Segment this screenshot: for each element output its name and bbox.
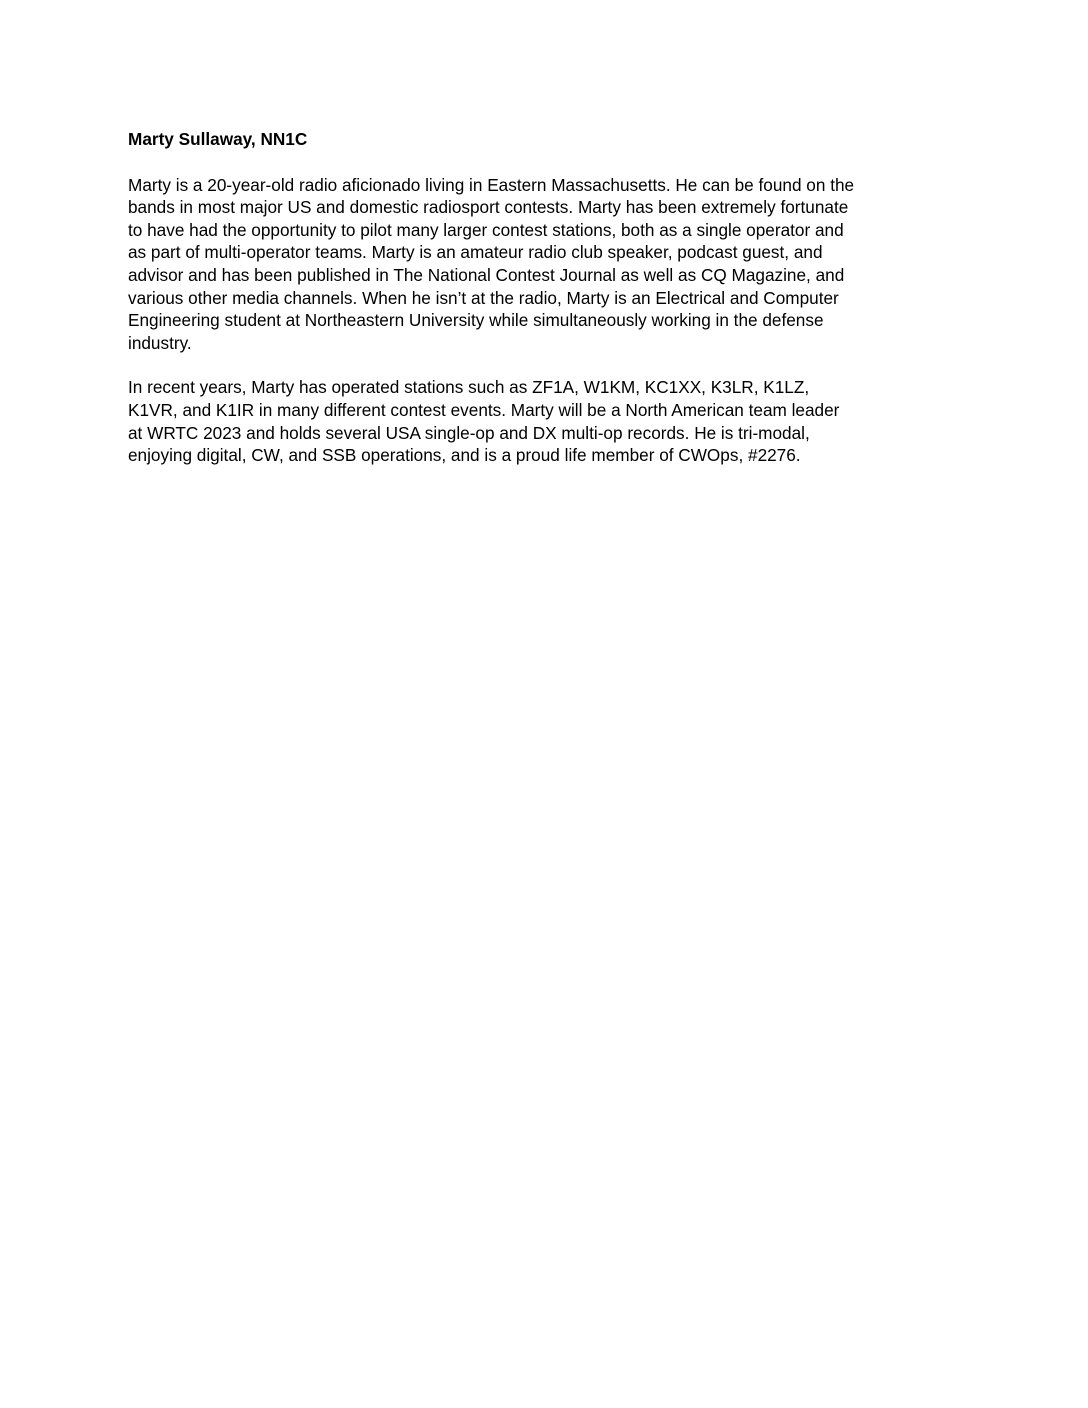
bio-heading: Marty Sullaway, NN1C (128, 129, 308, 149)
text-line: as part of multi-operator teams. Marty is an amateur radio club speaker, podcast guest, and (128, 242, 823, 263)
text-line: at WRTC 2023 and holds several USA single-op and DX multi-op records. He is tri-modal, (128, 422, 810, 443)
text-line: In recent years, Marty has operated stations such as ZF1A, W1KM, KC1XX, K3LR, K1LZ, (128, 377, 810, 398)
text-line: to have had the opportunity to pilot many larger contest stations, both as a single operator and (128, 219, 844, 240)
text-line: Marty is a 20-year-old radio aficionado living in Eastern Massachusetts. He can be found on the (128, 174, 855, 195)
text-line: Engineering student at Northeastern University while simultaneously working in the defense (128, 310, 824, 331)
text-line: industry. (128, 332, 192, 353)
text-line: bands in most major US and domestic radiosport contests. Marty has been extremely fortunate (128, 197, 849, 218)
text-line: enjoying digital, CW, and SSB operations, and is a proud life member of CWOps, #2276. (128, 445, 801, 466)
text-line: various other media channels. When he isn’t at the radio, Marty is an Electrical and Computer (128, 287, 839, 308)
bio-paragraph-2 (128, 376, 960, 466)
document-body (128, 128, 960, 489)
text-line: K1VR, and K1IR in many different contest events. Marty will be a North American team leader (128, 399, 840, 420)
bio-paragraph-1 (128, 174, 960, 355)
text-line: advisor and has been published in The National Contest Journal as well as CQ Magazine, and (128, 264, 845, 285)
